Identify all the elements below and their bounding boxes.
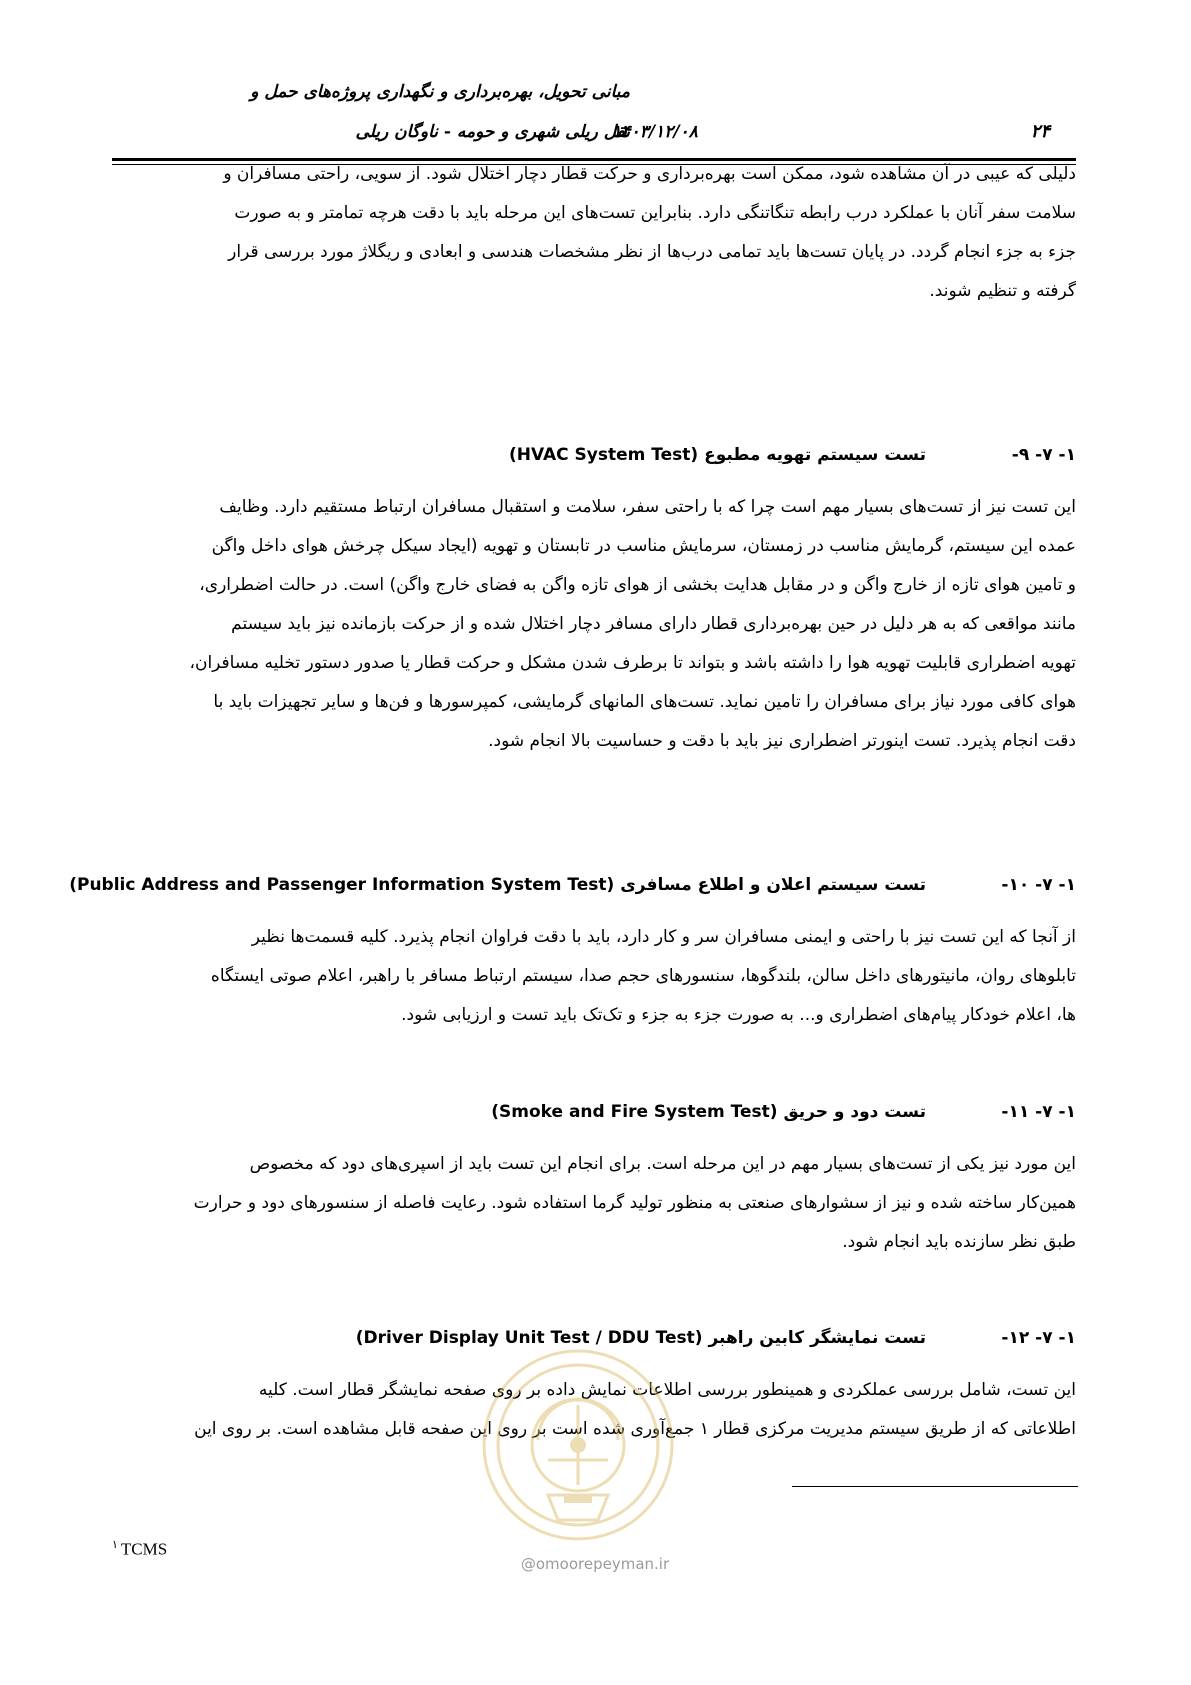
- header-title-line1: مبانی تحویل، بهره‌برداری و نگهداری پروژه‌های حمل و: [250, 82, 630, 102]
- text-line: این تست نیز از تست‌های بسیار مهم است چرا که با راحتی سفر، سلامت و استقبال مسافران ارتباط مستقیم دارد. وظایف: [219, 497, 1076, 517]
- section-title: تست دود و حریق (Smoke and Fire System Test): [491, 1102, 926, 1122]
- section-paragraph-public-address: [112, 918, 1076, 1035]
- text-line: تهویه اضطراری قابلیت تهویه هوا را داشته باشد و بتواند تا برطرف شدن مشکل و حرکت قطار یا صدور دستور تخلیه مسافران،: [189, 653, 1076, 673]
- section-heading-hvac: [112, 440, 1076, 470]
- footnote-separator: [792, 1486, 1078, 1487]
- page-number: ۲۴: [1030, 121, 1050, 142]
- text-line: عمده این سیستم، گرمایش مناسب در زمستان، سرمایش مناسب در تابستان و تهویه (ایجاد سیکل چرخش هوای داخل واگن: [211, 536, 1076, 556]
- section-title: تست سیستم اعلان و اطلاع مسافری (Public Address and Passenger Information System Test): [69, 875, 926, 895]
- section-title: تست سیستم تهویه مطبوع (HVAC System Test): [508, 445, 926, 465]
- text-line: این تست، شامل بررسی عملکردی و همینطور بررسی اطلاعات نمایش داده بر روی صفحه نمایشگر قطار است. کلیه: [258, 1380, 1076, 1400]
- footnote-text: TCMS: [120, 1539, 168, 1559]
- watermark-url: @omoorepeyman.ir: [520, 1555, 670, 1573]
- section-number: ۱- ۷- ۱۲-: [1001, 1328, 1076, 1348]
- text-line: این مورد نیز یکی از تست‌های بسیار مهم در این مرحله است. برای انجام این تست باید از اسپری‌های دود که مخصوص: [249, 1154, 1076, 1174]
- intro-paragraph: [112, 155, 1076, 311]
- section-paragraph-smoke-fire: [112, 1145, 1076, 1262]
- section-number: ۱- ۷- ۱۰-: [1001, 875, 1076, 895]
- text-line: دقت انجام پذیرد. تست اینورتر اضطراری نیز باید با دقت و حساسیت بالا انجام شود.: [488, 731, 1076, 751]
- text-line: ها، اعلام خودکار پیام‌های اضطراری و... به صورت جزء به جزء و تک‌تک باید تست و ارزیابی شود.: [401, 1005, 1076, 1025]
- header-date: ۱۴۰۳/۱۲/۰۸: [612, 122, 698, 142]
- text-line: سلامت سفر آنان با عملکرد درب رابطه تنگاتنگی دارد. بنابراین تست‌های این مرحله باید با دقت هرچه تمامتر و به صورت: [234, 203, 1076, 223]
- section-number: ۱- ۷- ۹-: [1011, 445, 1076, 465]
- section-number: ۱- ۷- ۱۱-: [1001, 1102, 1076, 1122]
- section-title: تست نمایشگر کابین راهبر (Driver Display Unit Test / DDU Test): [355, 1328, 926, 1348]
- text-line: مانند مواقعی که به هر دلیل در حین بهره‌برداری قطار دارای مسافر دچار اختلال شده و از حرکت بازمانده نیز باید سیستم: [231, 614, 1076, 634]
- section-paragraph-hvac: [112, 488, 1076, 761]
- text-line: دلیلی که عیبی در آن مشاهده شود، ممکن است بهره‌برداری و حرکت قطار دچار اختلال شود. از سویی، راحتی مسافران و: [223, 164, 1076, 184]
- text-line: و تامین هوای تازه از خارج واگن و در مقابل هدایت بخشی از هوای تازه واگن به فضای خارج واگن) است. در حالت اضطراری،: [199, 575, 1076, 595]
- text-line: جزء به جزء انجام گردد. در پایان تست‌ها باید تمامی درب‌ها از نظر مشخصات هندسی و ابعادی و ریگلاژ مورد بررسی قرار: [228, 242, 1076, 262]
- text-line: همین‌کار ساخته شده و نیز از سشوارهای صنعتی به منظور تولید گرما استفاده شود. رعایت فاصله از سنسورهای دود و حرارت: [193, 1193, 1076, 1213]
- text-line: تابلوهای روان، مانیتورهای داخل سالن، بلندگوها، سنسورهای حجم صدا، سیستم ارتباط مسافر با راهبر، اعلام صوتی ایستگاه: [210, 966, 1076, 986]
- section-heading-public-address: [69, 870, 1076, 900]
- header-title-line2: نقل ریلی شهری و حومه - ناوگان ریلی: [355, 122, 630, 142]
- footnote-marker: ۱: [112, 1539, 118, 1551]
- text-line: از آنجا که این تست نیز با راحتی و ایمنی مسافران سر و کار دارد، باید با دقت فراوان انجام پذیرد. کلیه قسمت‌ها نظیر: [251, 927, 1076, 947]
- text-line: اطلاعاتی که از طریق سیستم مدیریت مرکزی قطار ۱ جمع‌آوری شده است بر روی این صفحه قابل مشاهده است. بر روی این: [194, 1419, 1076, 1439]
- text-line: گرفته و تنظیم شوند.: [929, 281, 1076, 301]
- watermark-seal-icon: [478, 1345, 678, 1545]
- footnote: [112, 1534, 167, 1561]
- text-line: هوای کافی مورد نیاز برای مسافران را تامین نماید. تست‌های المانهای گرمایشی، کمپرسورها و فن‌ها و سایر تجهیزات باید با: [213, 692, 1076, 712]
- text-line: طبق نظر سازنده باید انجام شود.: [842, 1232, 1076, 1252]
- section-heading-smoke-fire: [112, 1097, 1076, 1127]
